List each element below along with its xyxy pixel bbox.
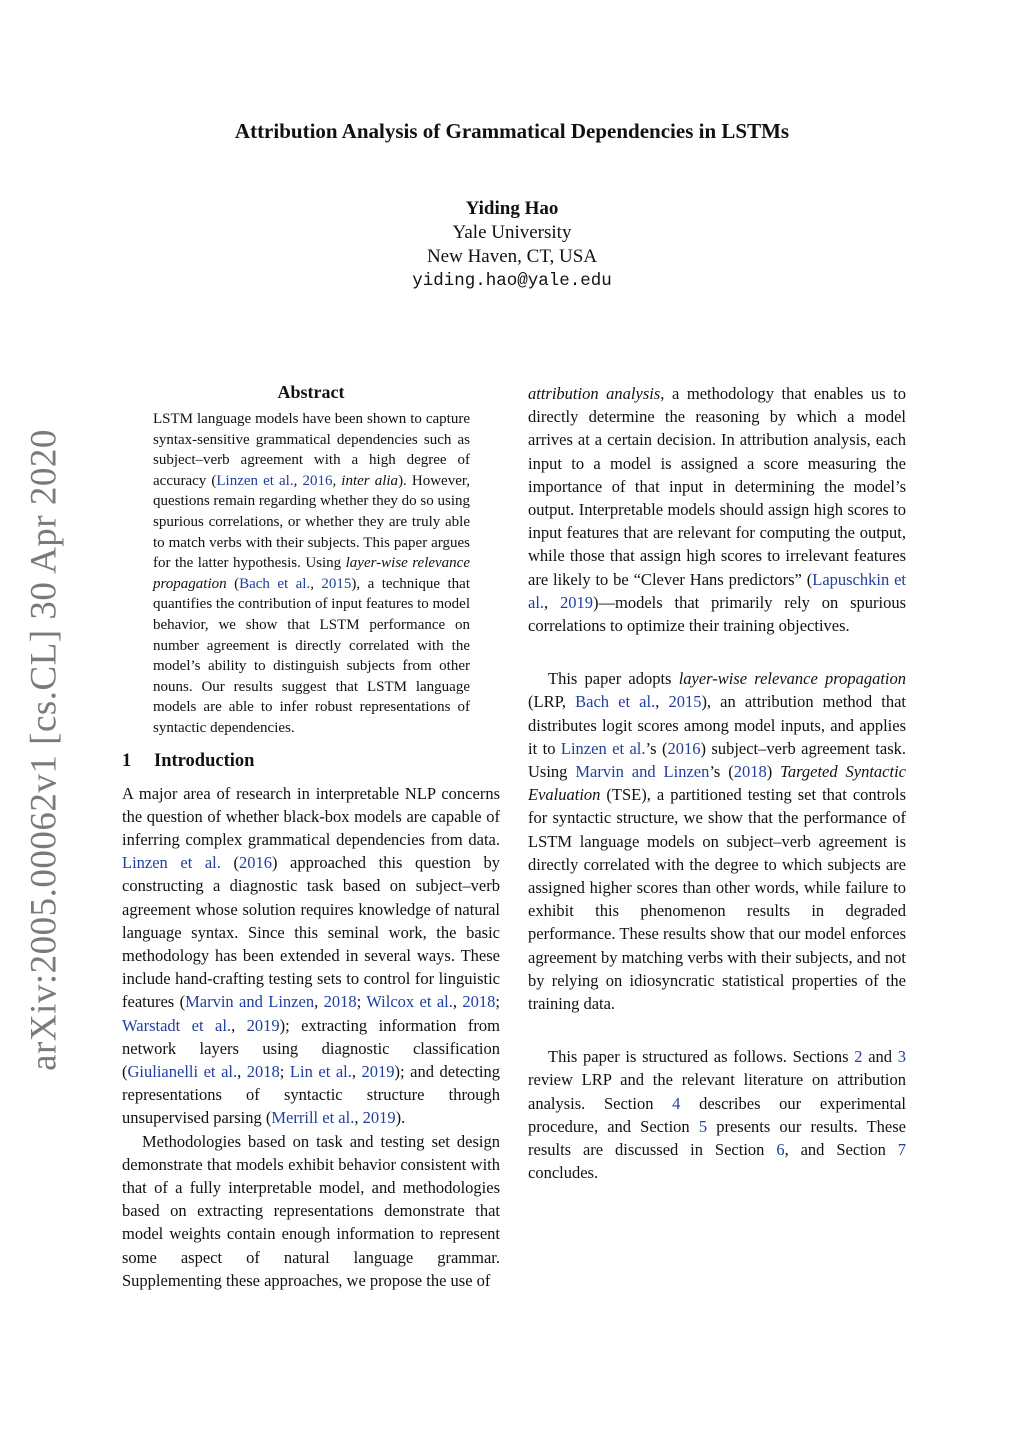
citation-link[interactable]: Giulianelli et al. xyxy=(127,1061,238,1081)
citation-link[interactable]: Lapuschkin et al. xyxy=(528,569,906,612)
right-column xyxy=(528,382,906,1185)
citation-link[interactable]: 2019 xyxy=(362,1108,396,1128)
intro-paragraph-2: Methodologies based on task and testing set design demonstrate that models exhibit behavior consistent with that of a fully interpretable model, and methodologies based on extracting representations demonstrate that model weights contain enough information to represent some aspect of natural language grammar. Supplementing these approaches, we propose the use of xyxy=(122,1131,500,1290)
intro-paragraph-3: This paper adopts layer-wise relevance propagation (LRP, Bach et al., 2015), an attribution method that distributes logit scores among model inputs, and applies it to Linzen et al.’s (2016) subject–verb agreement task. Using Marvin and Linzen’s (2018) Targeted Syntactic Evaluation (TSE), a partitioned testing set that controls for syntactic structure, we show that the performance of LSTM language models on subject–verb agreement is directly correlated with the degree to which subjects are assigned higher scores than other words, while failure to exhibit this phenomenon results in degraded performance. These results show that our model enforces agreement by matching verbs with their subjects, and not by relying on idiosyncratic statistical properties of the training data. xyxy=(528,669,907,1014)
citation-link[interactable]: Warstadt et al. xyxy=(122,1015,232,1035)
citation-link[interactable]: Merrill et al. xyxy=(271,1108,355,1128)
section-link[interactable]: 5 xyxy=(698,1116,708,1136)
author-affiliation: Yale University xyxy=(452,222,572,243)
citation-link[interactable]: 2018 xyxy=(246,1061,280,1081)
citation-link[interactable]: Marvin and Linzen xyxy=(185,992,315,1012)
citation-link[interactable]: 2019 xyxy=(560,592,593,612)
citation-link[interactable]: 2016 xyxy=(667,738,701,758)
abstract-heading: Abstract xyxy=(277,382,345,402)
citation-link[interactable]: Linzen et al. xyxy=(122,853,221,873)
author-email[interactable]: yiding.hao@yale.edu xyxy=(412,271,612,291)
intro-paragraph-1: A major area of research in interpretable NLP concerns the question of whether black-box models are capable of inferring complex grammatical dependencies from data. Linzen et al. (2016) approached this question by constructing a diagnostic task based on subject–verb agreement whose solution requires knowledge of natural language syntax. Since this seminal work, the basic methodology has been extended in several ways. These include hand-crafting testing sets to control for linguistic features (Marvin and Linzen, 2018; Wilcox et al., 2018; Warstadt et al., 2019); extracting information from network layers using diagnostic classification (Giulianelli et al., 2018; Lin et al., 2019); and detecting representations of syntactic structure through unsupervised parsing (Merrill et al., 2019). xyxy=(122,783,501,1128)
section-number: 1 xyxy=(122,750,132,771)
citation-link[interactable]: 2019 xyxy=(361,1061,395,1081)
section-link[interactable]: 6 xyxy=(776,1140,785,1160)
abstract-text: LSTM language models have been shown to capture syntax-sensitive grammatical dependencies such as subject–verb agreement with a high degree of accuracy (Linzen et al., 2016, inter alia). However, questions remain regarding whether they do so using spurious correlations, or whether they are truly able to match verbs with their subjects. This paper argues for the latter hypothesis. Using layer-wise relevance propagation (Bach et al., 2015), a technique that quantifies the contribution of input features to model behavior, we show that LSTM performance on number agreement is directly correlated with the model’s ability to distinguish subjects from other nouns. Our results suggest that LSTM language models are able to infer robust representations of syntactic dependencies. xyxy=(153,411,471,736)
citation-link[interactable]: Linzen et al. xyxy=(216,472,294,489)
citation-link[interactable]: Marvin and Linzen xyxy=(575,762,710,782)
citation-link[interactable]: Bach et al. xyxy=(575,692,656,712)
section-link[interactable]: 4 xyxy=(672,1093,681,1113)
citation-link[interactable]: Lin et al. xyxy=(289,1061,352,1081)
citation-link[interactable]: 2015 xyxy=(668,692,702,712)
section-link[interactable]: 2 xyxy=(854,1047,863,1067)
citation-link[interactable]: 2016 xyxy=(302,472,333,489)
author-location: New Haven, CT, USA xyxy=(426,246,598,267)
citation-link[interactable]: Linzen et al. xyxy=(560,738,646,758)
citation-link[interactable]: Bach et al. xyxy=(239,575,311,592)
citation-link[interactable]: 2018 xyxy=(323,992,357,1012)
left-column xyxy=(122,382,500,1292)
citation-link[interactable]: 2018 xyxy=(733,762,767,782)
section-heading-introduction xyxy=(122,751,500,772)
citation-link[interactable]: 2015 xyxy=(321,575,352,592)
intro-paragraph-2-continued: attribution analysis, a methodology that enables us to directly determine the reasoning by which a model arrives at a certain decision. In attribution analysis, each input to a model is assigned a score measuring the importance of that input in determining the model’s output. Interpretable models should assign high scores to input features that are relevant for computing the output, while those that assign high scores to irrelevant features are likely to be “Clever Hans predictors” (Lapuschkin et al., 2019)—models that primarily rely on spurious correlations to optimize their training objectives. xyxy=(528,384,907,636)
paper-title: Attribution Analysis of Grammatical Dependencies in LSTMs xyxy=(234,119,790,143)
citation-link[interactable]: 2016 xyxy=(238,853,272,873)
arxiv-identifier: arXiv:2005.00062v1 [cs.CL] 30 Apr 2020 xyxy=(23,429,65,1071)
author-block xyxy=(0,197,1024,293)
citation-link[interactable]: 2018 xyxy=(462,992,496,1012)
intro-paragraph-4: This paper is structured as follows. Sections 2 and 3 review LRP and the relevant literature on attribution analysis. Section 4 describes our experimental procedure, and Section 5 presents our results. These results are discussed in Section 6, and Section 7 concludes. xyxy=(528,1047,907,1183)
section-title: Introduction xyxy=(154,750,255,771)
citation-link[interactable]: 2019 xyxy=(246,1015,280,1035)
citation-link[interactable]: Wilcox et al. xyxy=(366,992,453,1012)
author-name: Yiding Hao xyxy=(465,198,559,219)
section-link[interactable]: 7 xyxy=(897,1140,906,1160)
section-link[interactable]: 3 xyxy=(897,1047,907,1067)
